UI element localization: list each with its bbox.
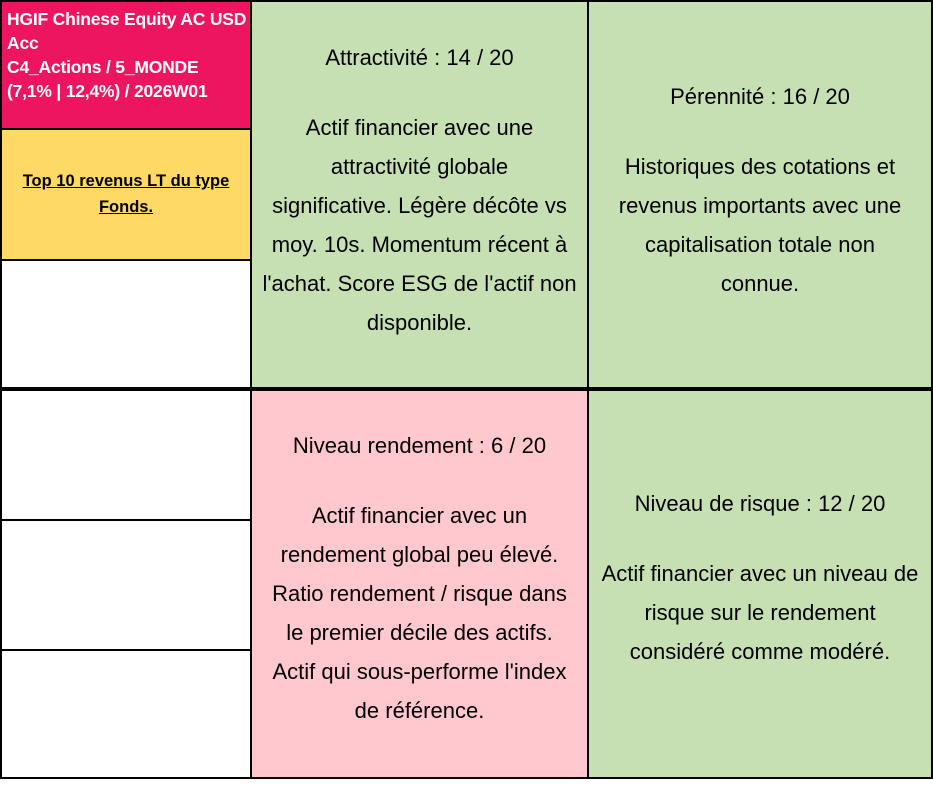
top-revenus-label: [0, 128, 252, 261]
rendement-text: [272, 496, 567, 730]
attractivite-cell: [250, 0, 589, 389]
perennite-line: revenus importants avec une: [618, 193, 902, 218]
blank-cell-2: [0, 389, 252, 521]
risque-line: risque sur le rendement: [644, 600, 876, 625]
attractivite-line: significative. Légère décôte vs: [272, 193, 567, 218]
risque-line: Actif financier avec un niveau de: [601, 561, 919, 586]
fund-stats: (7,1% | 12,4%) / 2026W01: [7, 81, 208, 101]
rendement-line: Actif financier avec un: [311, 503, 528, 528]
attractivite-line: disponible.: [366, 310, 473, 335]
risque-title: Niveau de risque : 12 / 20: [634, 491, 886, 516]
attractivite-line: attractivité globale: [330, 154, 509, 179]
risque-cell: [587, 389, 933, 779]
fund-name-line1: HGIF Chinese Equity AC USD: [7, 9, 247, 29]
perennite-text: [619, 147, 902, 303]
rendement-title: Niveau rendement : 6 / 20: [292, 433, 547, 458]
blank-cell-1: [0, 259, 252, 389]
perennite-line: Historiques des cotations et: [624, 154, 896, 179]
perennite-line: capitalisation totale non: [645, 232, 875, 257]
attractivite-line: Actif financier avec une: [305, 115, 534, 140]
perennite-cell: [587, 0, 933, 389]
rendement-cell: [250, 389, 589, 779]
perennite-line: connue.: [720, 271, 800, 296]
fund-header-card: [0, 0, 252, 130]
rendement-line: le premier décile des actifs.: [286, 620, 553, 645]
blank-cell-4: [0, 649, 252, 779]
top-label-line2: Fonds.: [98, 198, 154, 216]
risque-line: considéré comme modéré.: [629, 639, 891, 664]
blank-cell-3: [0, 519, 252, 651]
attractivite-line: moy. 10s. Momentum récent à: [271, 232, 568, 257]
attractivite-text: [262, 108, 576, 342]
attractivite-line: l'achat. Score ESG de l'actif non: [262, 271, 577, 296]
perennite-title: Pérennité : 16 / 20: [670, 84, 850, 109]
fund-name-line2: Acc: [7, 33, 39, 53]
rendement-line: Actif qui sous-performe l'index: [272, 659, 567, 684]
rendement-line: de référence.: [354, 698, 485, 723]
fund-category: C4_Actions / 5_MONDE: [7, 57, 199, 77]
top-label-line1: Top 10 revenus LT du type: [22, 172, 230, 190]
rendement-line: rendement global peu élevé.: [280, 542, 559, 567]
risque-text: [602, 554, 919, 671]
rendement-line: Ratio rendement / risque dans: [272, 581, 567, 606]
attractivite-title: Attractivité : 14 / 20: [325, 45, 514, 70]
